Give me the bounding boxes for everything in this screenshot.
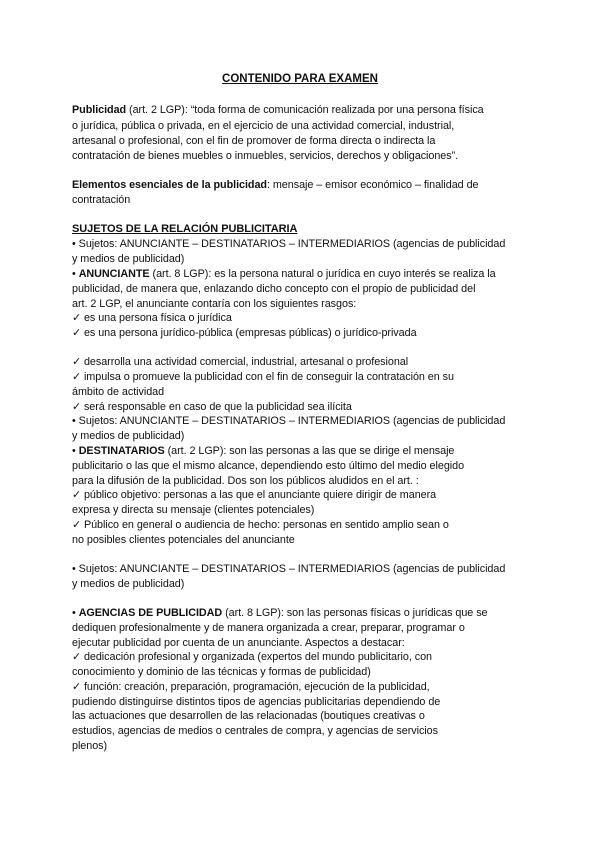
check-item: ✓ función: creación, preparación, programación, ejecución de la publicidad, <box>72 681 430 693</box>
body-line: publicidad, de manera que, enlazando dicho concepto con el propio de publicidad del <box>72 283 476 295</box>
check-item: ✓ Público en general o audiencia de hecho: personas en sentido amplio sean o <box>72 519 449 531</box>
publicidad-line-1: Publicidad (art. 2 LGP): “toda forma de comunicación realizada por una persona física <box>72 104 484 116</box>
body-line: estudios, agencias de medios o centrales de compra, y agencias de servicios <box>72 725 438 737</box>
body-line: pudiendo distinguirse distintos tipos de agencias publicitarias dependiendo de <box>72 696 441 708</box>
publicidad-term: Publicidad <box>72 104 127 116</box>
body-line: publicitario o las que el mismo alcance, dependiendo esto último del medio elegido <box>72 460 465 472</box>
agencias-line: • AGENCIAS DE PUBLICIDAD (art. 8 LGP): son las personas físicas o jurídicas que se <box>72 607 488 619</box>
body-line: plenos) <box>72 740 108 752</box>
body-line: conocimiento y dominio de las técnicas y formas de publicidad) <box>72 666 371 678</box>
destinatarios-line: • DESTINATARIOS (art. 2 LGP): son las personas a las que se dirige el mensaje <box>72 445 455 457</box>
check-item: ✓ público objetivo: personas a las que el anunciante quiere dirigir de manera <box>72 489 437 501</box>
destinatarios-term: DESTINATARIOS <box>78 445 165 457</box>
body-line: ejecutar publicidad por cuenta de un anunciante. Aspectos a destacar: <box>72 637 405 649</box>
elementos-term: Elementos esenciales de la publicidad <box>72 179 267 191</box>
anunciante-line: • ANUNCIANTE (art. 8 LGP): es la persona natural o jurídica en cuyo interés se realiza la <box>72 268 496 280</box>
agencias-term: AGENCIAS DE PUBLICIDAD <box>78 607 223 619</box>
body-line: expresa y directa su mensaje (clientes potenciales) <box>72 504 315 516</box>
publicidad-line-2: o jurídica, pública o privada, en el ejercicio de una actividad comercial, industrial, <box>72 120 455 132</box>
body-line: • Sujetos: ANUNCIANTE – DESTINATARIOS – INTERMEDIARIOS (agencias de publicidad <box>72 415 506 427</box>
anunciante-term: ANUNCIANTE <box>78 268 150 280</box>
elementos-line-1: Elementos esenciales de la publicidad: mensaje – emisor económico – finalidad de <box>72 179 479 191</box>
body-line: y medios de publicidad) <box>72 253 185 265</box>
page-title: CONTENIDO PARA EXAMEN <box>222 73 378 85</box>
body-line: no posibles clientes potenciales del anunciante <box>72 534 295 546</box>
check-item: ✓ es una persona física o jurídica <box>72 312 232 324</box>
publicidad-line-3: artesanal o profesional, con el fin de promover de forma directa o indirecta la <box>72 135 436 147</box>
check-item: ✓ es una persona jurídico-pública (empresas públicas) o jurídico-privada <box>72 327 417 339</box>
body-line: art. 2 LGP, el anunciante contaría con los siguientes rasgos: <box>72 298 357 310</box>
elementos-line-2: contratación <box>72 194 131 206</box>
body-line: • Sujetos: ANUNCIANTE – DESTINATARIOS – INTERMEDIARIOS (agencias de publicidad <box>72 563 506 575</box>
check-item: ✓ desarrolla una actividad comercial, industrial, artesanal o profesional <box>72 356 409 368</box>
body-line: dediquen profesionalmente y de manera organizada a crear, preparar, programar o <box>72 622 465 634</box>
check-item: ✓ será responsable en caso de que la publicidad sea ilícita <box>72 401 352 413</box>
body-line: para la difusión de la publicidad. Dos son los públicos aludidos en el art. : <box>72 475 419 487</box>
check-item: ✓ impulsa o promueve la publicidad con el fin de conseguir la contratación en su <box>72 371 454 383</box>
body-line: • Sujetos: ANUNCIANTE – DESTINATARIOS – INTERMEDIARIOS (agencias de publicidad <box>72 238 506 250</box>
body-line: y medios de publicidad) <box>72 578 185 590</box>
body-line: las actuaciones que desarrollen de las relacionadas (boutiques creativas o <box>72 710 425 722</box>
check-item: ✓ dedicación profesional y organizada (expertos del mundo publicitario, con <box>72 651 433 663</box>
section-title: SUJETOS DE LA RELACIÓN PUBLICITARIA <box>72 223 298 235</box>
body-line: y medios de publicidad) <box>72 430 185 442</box>
body-line: ámbito de actividad <box>72 386 165 398</box>
publicidad-line-4: contratación de bienes muebles o inmuebles, servicios, derechos y obligaciones”. <box>72 150 459 162</box>
